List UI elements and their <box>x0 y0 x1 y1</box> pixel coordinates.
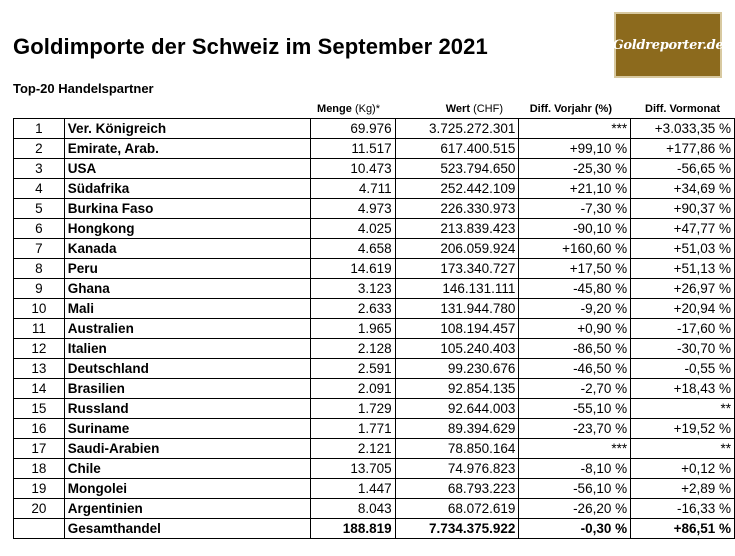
cell-menge: 4.658 <box>310 239 395 259</box>
cell-rank: 11 <box>14 319 65 339</box>
cell-vorjahr: -23,70 % <box>519 419 631 439</box>
cell-vormonat: -17,60 % <box>631 319 735 339</box>
table-row <box>14 439 735 459</box>
cell-country: Burkina Faso <box>64 199 310 219</box>
cell-vorjahr: -55,10 % <box>519 399 631 419</box>
cell-vormonat: +20,94 % <box>631 299 735 319</box>
cell-country: Deutschland <box>64 359 310 379</box>
cell-country: Südafrika <box>64 179 310 199</box>
cell-country: Australien <box>64 319 310 339</box>
cell-vorjahr: -26,20 % <box>519 499 631 519</box>
cell-wert: 92.854.135 <box>395 379 519 399</box>
cell-menge: 4.711 <box>310 179 395 199</box>
cell-vormonat: +47,77 % <box>631 219 735 239</box>
cell-rank: 13 <box>14 359 65 379</box>
gold-imports-table <box>13 118 735 539</box>
cell-wert: 173.340.727 <box>395 259 519 279</box>
cell-wert: 68.072.619 <box>395 499 519 519</box>
table-row <box>14 419 735 439</box>
cell-wert: 105.240.403 <box>395 339 519 359</box>
table-body <box>14 119 735 539</box>
cell-menge: 2.128 <box>310 339 395 359</box>
cell-wert: 108.194.457 <box>395 319 519 339</box>
table-row <box>14 119 735 139</box>
column-header-wert-unit: (CHF) <box>473 103 503 115</box>
cell-vorjahr: -2,70 % <box>519 379 631 399</box>
cell-rank: 10 <box>14 299 65 319</box>
cell-wert: 131.944.780 <box>395 299 519 319</box>
cell-wert: 213.839.423 <box>395 219 519 239</box>
cell-vorjahr: -9,20 % <box>519 299 631 319</box>
table-row <box>14 179 735 199</box>
cell-vorjahr: -25,30 % <box>519 159 631 179</box>
cell-country: Mongolei <box>64 479 310 499</box>
cell-rank: 20 <box>14 499 65 519</box>
table-row <box>14 479 735 499</box>
cell-menge: 3.123 <box>310 279 395 299</box>
cell-wert: 226.330.973 <box>395 199 519 219</box>
cell-country: Kanada <box>64 239 310 259</box>
cell-wert: 523.794.650 <box>395 159 519 179</box>
cell-wert: 68.793.223 <box>395 479 519 499</box>
cell-vormonat: -56,65 % <box>631 159 735 179</box>
cell-country: Mali <box>64 299 310 319</box>
column-header-menge <box>317 103 380 115</box>
page-title: Goldimporte der Schweiz im September 2021 <box>13 34 488 59</box>
cell-menge: 2.091 <box>310 379 395 399</box>
table-row <box>14 219 735 239</box>
cell-vormonat: ** <box>631 399 735 419</box>
cell-vorjahr: -8,10 % <box>519 459 631 479</box>
cell-country: Argentinien <box>64 499 310 519</box>
cell-vorjahr: +21,10 % <box>519 179 631 199</box>
cell-vorjahr: +0,90 % <box>519 319 631 339</box>
cell-menge: 13.705 <box>310 459 395 479</box>
cell-rank: 16 <box>14 419 65 439</box>
total-cell-wert: 7.734.375.922 <box>395 519 519 539</box>
table-row <box>14 139 735 159</box>
cell-wert: 78.850.164 <box>395 439 519 459</box>
cell-menge: 1.729 <box>310 399 395 419</box>
goldreporter-logo <box>614 12 722 78</box>
column-header-menge-label: Menge <box>317 103 352 115</box>
cell-vorjahr: -90,10 % <box>519 219 631 239</box>
cell-rank: 12 <box>14 339 65 359</box>
cell-menge: 69.976 <box>310 119 395 139</box>
cell-menge: 10.473 <box>310 159 395 179</box>
column-header-vorjahr: Diff. Vorjahr (%) <box>529 103 612 115</box>
cell-vormonat: +51,13 % <box>631 259 735 279</box>
cell-rank: 18 <box>14 459 65 479</box>
cell-vorjahr: *** <box>519 119 631 139</box>
cell-rank: 19 <box>14 479 65 499</box>
cell-vormonat: +2,89 % <box>631 479 735 499</box>
cell-vormonat: +90,37 % <box>631 199 735 219</box>
cell-rank: 3 <box>14 159 65 179</box>
cell-wert: 92.644.003 <box>395 399 519 419</box>
cell-vormonat: +34,69 % <box>631 179 735 199</box>
cell-wert: 99.230.676 <box>395 359 519 379</box>
cell-vorjahr: -46,50 % <box>519 359 631 379</box>
table-row <box>14 339 735 359</box>
total-cell-menge: 188.819 <box>310 519 395 539</box>
total-cell-rank <box>14 519 65 539</box>
cell-vormonat: -0,55 % <box>631 359 735 379</box>
cell-vormonat: +177,86 % <box>631 139 735 159</box>
cell-vorjahr: +17,50 % <box>519 259 631 279</box>
table-row <box>14 499 735 519</box>
cell-menge: 2.591 <box>310 359 395 379</box>
cell-wert: 206.059.924 <box>395 239 519 259</box>
cell-country: Hongkong <box>64 219 310 239</box>
cell-vorjahr: -56,10 % <box>519 479 631 499</box>
cell-wert: 146.131.111 <box>395 279 519 299</box>
cell-vormonat: ** <box>631 439 735 459</box>
cell-wert: 3.725.272.301 <box>395 119 519 139</box>
table-row <box>14 379 735 399</box>
cell-menge: 2.633 <box>310 299 395 319</box>
cell-menge: 1.965 <box>310 319 395 339</box>
total-cell-vorjahr: -0,30 % <box>519 519 631 539</box>
cell-rank: 9 <box>14 279 65 299</box>
table-row <box>14 259 735 279</box>
cell-menge: 8.043 <box>310 499 395 519</box>
table-row <box>14 459 735 479</box>
cell-menge: 1.447 <box>310 479 395 499</box>
cell-country: Peru <box>64 259 310 279</box>
table-subtitle: Top-20 Handelspartner <box>13 81 154 96</box>
cell-country: Russland <box>64 399 310 419</box>
cell-wert: 74.976.823 <box>395 459 519 479</box>
column-header-wert <box>446 103 503 115</box>
table-row <box>14 399 735 419</box>
cell-country: Ver. Königreich <box>64 119 310 139</box>
column-header-menge-unit: (Kg)* <box>354 103 380 115</box>
cell-rank: 5 <box>14 199 65 219</box>
cell-vormonat: +51,03 % <box>631 239 735 259</box>
cell-country: Chile <box>64 459 310 479</box>
column-header-vormonat: Diff. Vormonat <box>645 103 720 115</box>
cell-country: Brasilien <box>64 379 310 399</box>
table-row <box>14 359 735 379</box>
cell-country: Suriname <box>64 419 310 439</box>
cell-menge: 4.973 <box>310 199 395 219</box>
table-row <box>14 199 735 219</box>
cell-rank: 2 <box>14 139 65 159</box>
table-row <box>14 159 735 179</box>
cell-menge: 1.771 <box>310 419 395 439</box>
total-cell-label: Gesamthandel <box>64 519 310 539</box>
cell-rank: 7 <box>14 239 65 259</box>
cell-vormonat: +0,12 % <box>631 459 735 479</box>
cell-vorjahr: -45,80 % <box>519 279 631 299</box>
cell-vormonat: -16,33 % <box>631 499 735 519</box>
column-header-wert-label: Wert <box>445 103 470 115</box>
cell-rank: 15 <box>14 399 65 419</box>
table-row <box>14 239 735 259</box>
cell-country: Emirate, Arab. <box>64 139 310 159</box>
cell-menge: 11.517 <box>310 139 395 159</box>
cell-country: Italien <box>64 339 310 359</box>
cell-country: USA <box>64 159 310 179</box>
cell-vorjahr: -7,30 % <box>519 199 631 219</box>
cell-country: Saudi-Arabien <box>64 439 310 459</box>
cell-rank: 14 <box>14 379 65 399</box>
cell-rank: 8 <box>14 259 65 279</box>
cell-vormonat: -30,70 % <box>631 339 735 359</box>
table-row <box>14 279 735 299</box>
table-row <box>14 299 735 319</box>
cell-rank: 17 <box>14 439 65 459</box>
table-row <box>14 319 735 339</box>
cell-rank: 1 <box>14 119 65 139</box>
logo-text: Goldreporter.de <box>612 37 724 53</box>
cell-vorjahr: +99,10 % <box>519 139 631 159</box>
cell-menge: 2.121 <box>310 439 395 459</box>
cell-country: Ghana <box>64 279 310 299</box>
cell-wert: 617.400.515 <box>395 139 519 159</box>
cell-menge: 14.619 <box>310 259 395 279</box>
cell-vormonat: +26,97 % <box>631 279 735 299</box>
cell-menge: 4.025 <box>310 219 395 239</box>
cell-vorjahr: +160,60 % <box>519 239 631 259</box>
cell-vormonat: +18,43 % <box>631 379 735 399</box>
cell-vorjahr: *** <box>519 439 631 459</box>
cell-wert: 252.442.109 <box>395 179 519 199</box>
total-cell-vormonat: +86,51 % <box>631 519 735 539</box>
cell-rank: 6 <box>14 219 65 239</box>
cell-vormonat: +3.033,35 % <box>631 119 735 139</box>
total-row <box>14 519 735 539</box>
cell-vorjahr: -86,50 % <box>519 339 631 359</box>
cell-vormonat: +19,52 % <box>631 419 735 439</box>
cell-wert: 89.394.629 <box>395 419 519 439</box>
cell-rank: 4 <box>14 179 65 199</box>
